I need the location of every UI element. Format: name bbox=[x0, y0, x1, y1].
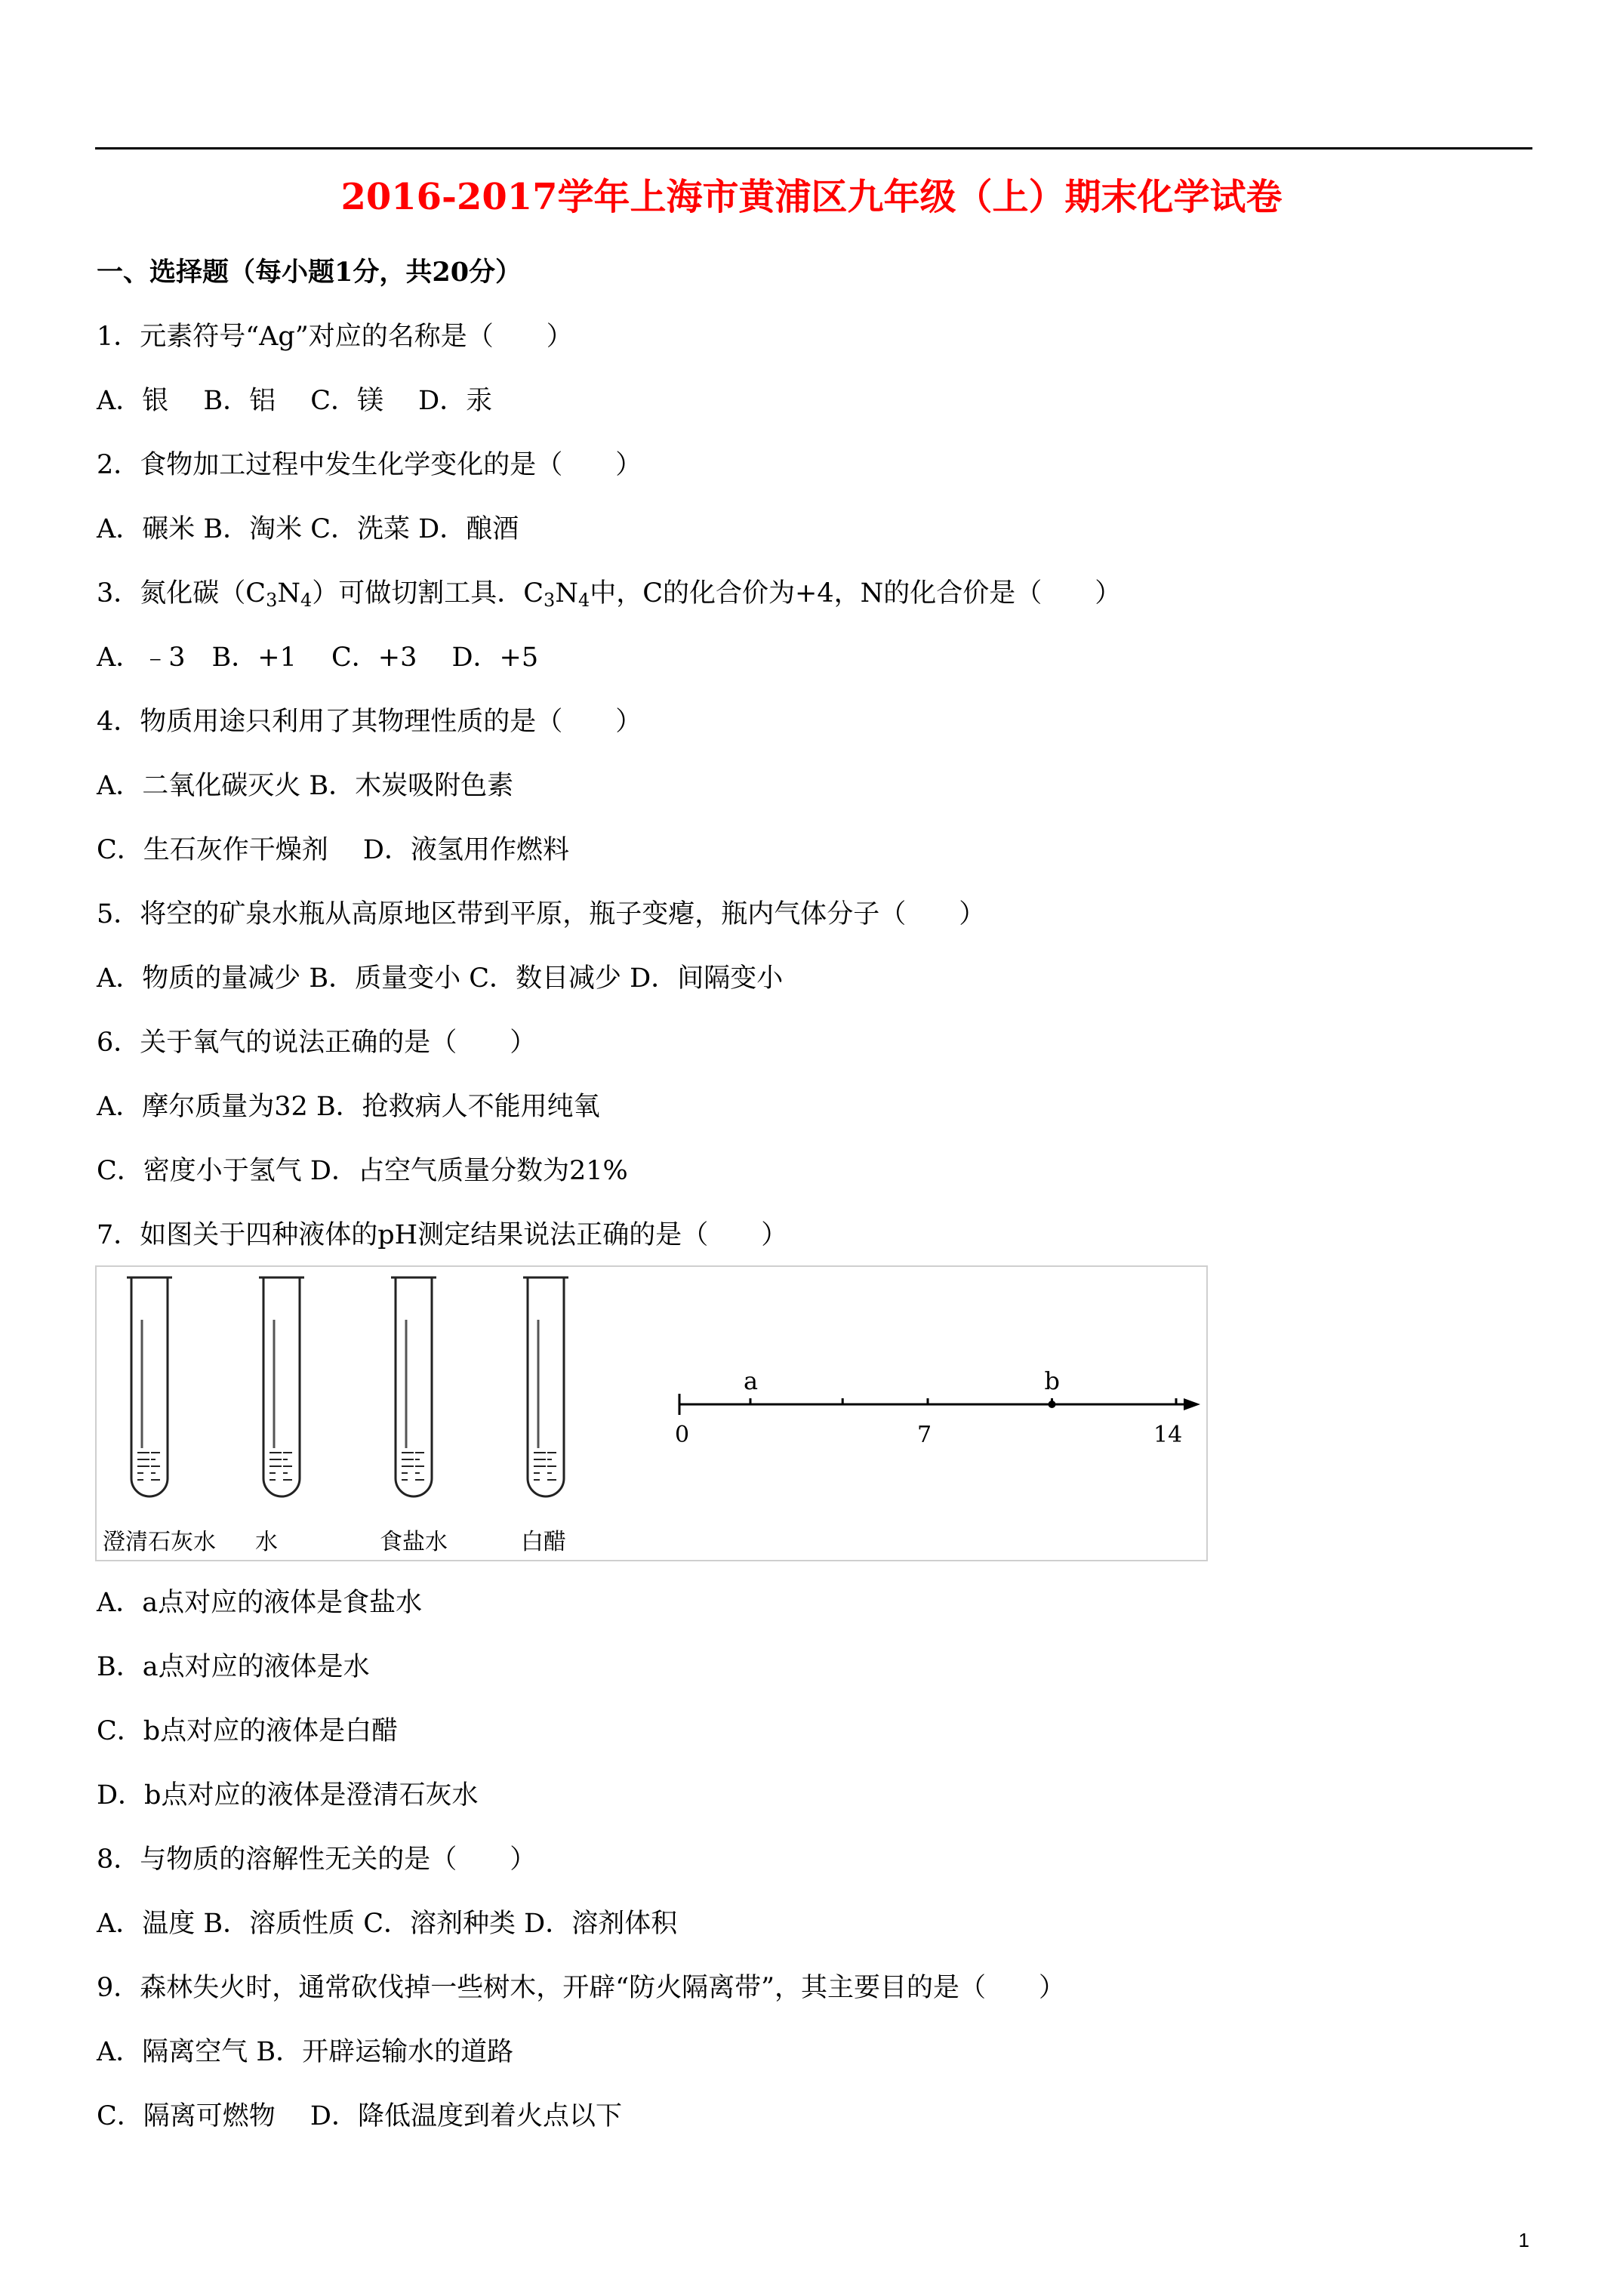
q7-option-c: C．b点对应的液体是白醋 bbox=[97, 1716, 399, 1746]
q7-option-b: B．a点对应的液体是水 bbox=[97, 1652, 370, 1682]
q7-option-a: A．a点对应的液体是食盐水 bbox=[97, 1588, 423, 1618]
q4-options-2: C．生石灰作干燥剂 D．液氢用作燃料 bbox=[97, 835, 569, 865]
ph-axis bbox=[675, 1367, 1200, 1448]
axis-label-0: 0 bbox=[675, 1422, 690, 1448]
q5-stem: 5．将空的矿泉水瓶从高原地区带到平原，瓶子变瘪，瓶内气体分子（ ） bbox=[97, 899, 986, 929]
test-tube-2 bbox=[255, 1277, 304, 1555]
test-tube-label-4: 白醋 bbox=[521, 1529, 566, 1555]
q9-options-2: C．隔离可燃物 D．降低温度到着火点以下 bbox=[97, 2101, 622, 2131]
point-b-label: b bbox=[1044, 1367, 1060, 1395]
point-a-label: a bbox=[744, 1367, 759, 1395]
q9-stem: 9．森林失火时，通常砍伐掉一些树木，开辟“防火隔离带”，其主要目的是（ ） bbox=[97, 1973, 1066, 2003]
q6-options-1: A．摩尔质量为32 B．抢救病人不能用纯氧 bbox=[97, 1092, 600, 1122]
test-tube-3 bbox=[380, 1277, 448, 1555]
test-tube-1 bbox=[103, 1277, 216, 1555]
test-tube-label-2: 水 bbox=[255, 1529, 278, 1555]
q8-options: A．温度 B．溶质性质 C．溶剂种类 D．溶剂体积 bbox=[97, 1909, 678, 1939]
point-b-marker bbox=[1049, 1401, 1056, 1408]
q4-stem: 4．物质用途只利用了其物理性质的是（ ） bbox=[97, 707, 642, 737]
test-tubes bbox=[103, 1277, 568, 1555]
q5-options: A．物质的量减少 B．质量变小 C．数目减少 D．间隔变小 bbox=[97, 963, 784, 994]
page-number: 1 bbox=[1518, 2229, 1529, 2251]
section-heading: 一、选择题（每小题1分，共20分） bbox=[97, 257, 522, 288]
q3-options: A．﹣3 B．+1 C．+3 D．+5 bbox=[97, 643, 539, 673]
header-rule bbox=[95, 147, 1532, 149]
test-tube-4 bbox=[521, 1277, 568, 1555]
q1-options: A．银 B．铝 C．镁 D．汞 bbox=[97, 386, 493, 416]
test-tube-label-1: 澄清石灰水 bbox=[103, 1529, 216, 1555]
q2-options: A．碾米 B．淘米 C．洗菜 D．酿酒 bbox=[97, 514, 519, 544]
axis-label-7: 7 bbox=[917, 1422, 932, 1448]
q6-options-2: C．密度小于氢气 D．占空气质量分数为21% bbox=[97, 1156, 628, 1186]
q7-stem: 7．如图关于四种液体的pH测定结果说法正确的是（ ） bbox=[97, 1220, 788, 1250]
test-tube-label-3: 食盐水 bbox=[380, 1529, 448, 1555]
q4-options-1: A．二氧化碳灭火 B．木炭吸附色素 bbox=[97, 771, 514, 801]
q8-stem: 8．与物质的溶解性无关的是（ ） bbox=[97, 1845, 537, 1875]
axis-arrow-icon bbox=[1184, 1398, 1200, 1410]
ph-figure bbox=[95, 1265, 1208, 1561]
axis-label-14: 14 bbox=[1153, 1422, 1183, 1448]
q2-stem: 2．食物加工过程中发生化学变化的是（ ） bbox=[97, 450, 642, 480]
q9-options-1: A．隔离空气 B．开辟运输水的道路 bbox=[97, 2037, 514, 2067]
q7-option-d: D．b点对应的液体是澄清石灰水 bbox=[97, 1780, 479, 1811]
ph-figure-svg bbox=[97, 1267, 1209, 1563]
q1-stem: 1．元素符号“Ag”对应的名称是（ ） bbox=[97, 322, 573, 352]
page-title: 2016-2017学年上海市黄浦区九年级（上）期末化学试卷 bbox=[340, 176, 1283, 218]
q6-stem: 6．关于氧气的说法正确的是（ ） bbox=[97, 1028, 537, 1058]
q3-stem: 3．氮化碳$(C_3N_4)$可做切割工具．$C_3N_4$中，C的化合价为+4，N的化合价是（ ） bbox=[97, 578, 1122, 611]
